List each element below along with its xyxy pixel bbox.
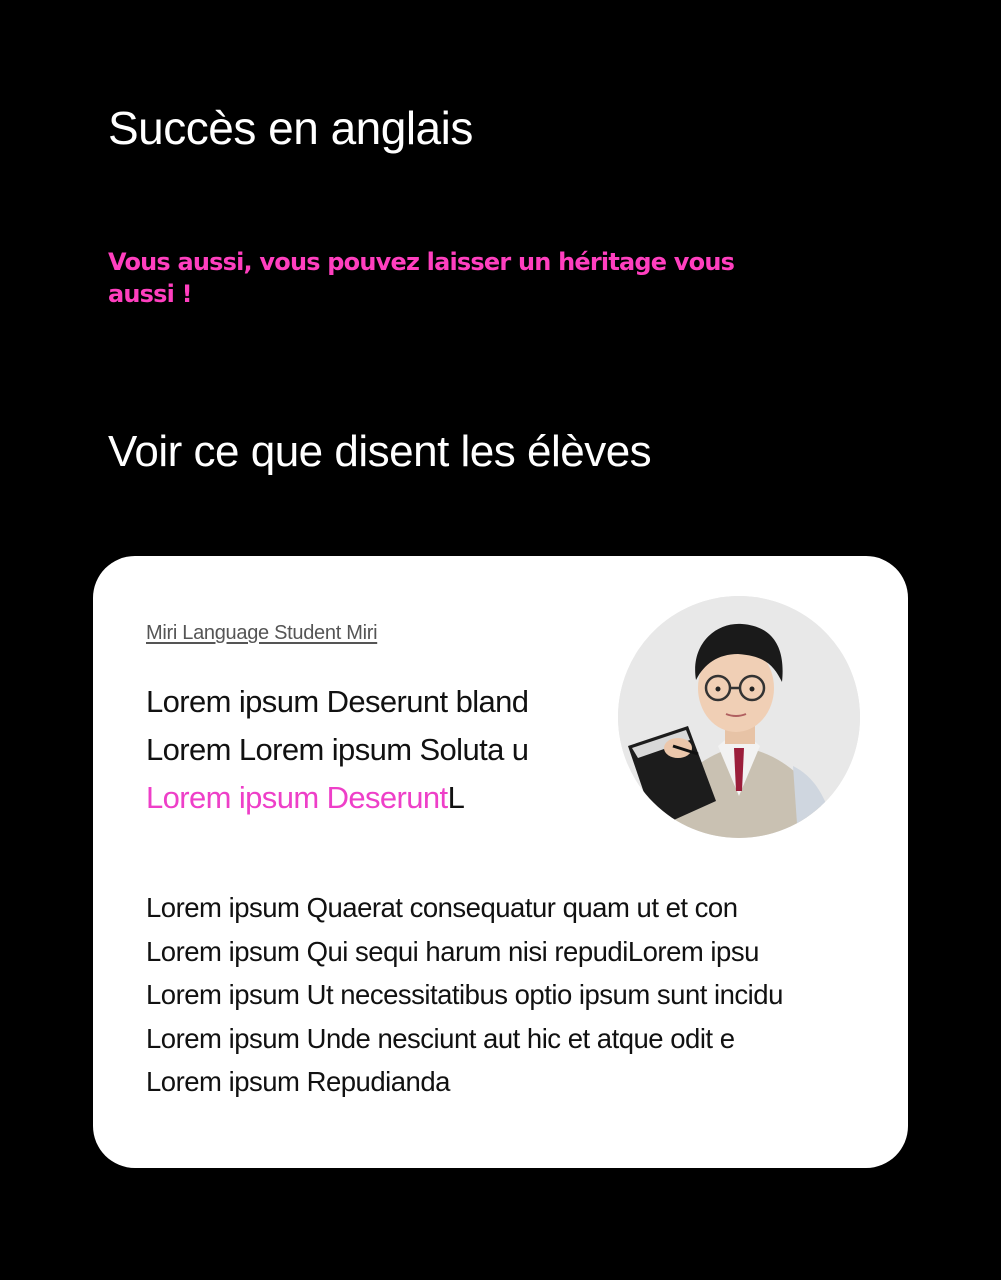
review-line: Lorem ipsum Ut necessitatibus optio ipsum sunt incidu <box>146 979 783 1010</box>
quote-line: Lorem ipsum Deserunt bland <box>146 684 529 719</box>
testimonial-quote <box>146 678 586 822</box>
quote-highlight: Lorem ipsum Deserunt <box>146 780 448 815</box>
tagline: Vous aussi, vous pouvez laisser un héritage vous aussi ! <box>108 248 735 308</box>
review-line: Lorem ipsum Repudianda <box>146 1066 450 1097</box>
testimonial-review <box>146 886 876 1104</box>
student-avatar <box>618 596 860 838</box>
page-title: Succès en anglais <box>108 102 473 154</box>
student-name-link[interactable]: Miri Language Student Miri <box>146 622 378 644</box>
quote-tail: L <box>447 780 465 815</box>
testimonial-card <box>93 556 908 1168</box>
quote-line <box>146 774 586 822</box>
quote-line: Lorem Lorem ipsum Soluta u <box>146 732 529 767</box>
review-line: Lorem ipsum Unde nesciunt aut hic et atque odit e <box>146 1022 735 1054</box>
section-title: Voir ce que disent les élèves <box>108 427 652 476</box>
student-photo <box>618 596 860 838</box>
review-line: Lorem ipsum Qui sequi harum nisi repudiLorem ipsu <box>146 935 759 967</box>
review-line: Lorem ipsum Quaerat consequatur quam ut et con <box>146 892 738 923</box>
